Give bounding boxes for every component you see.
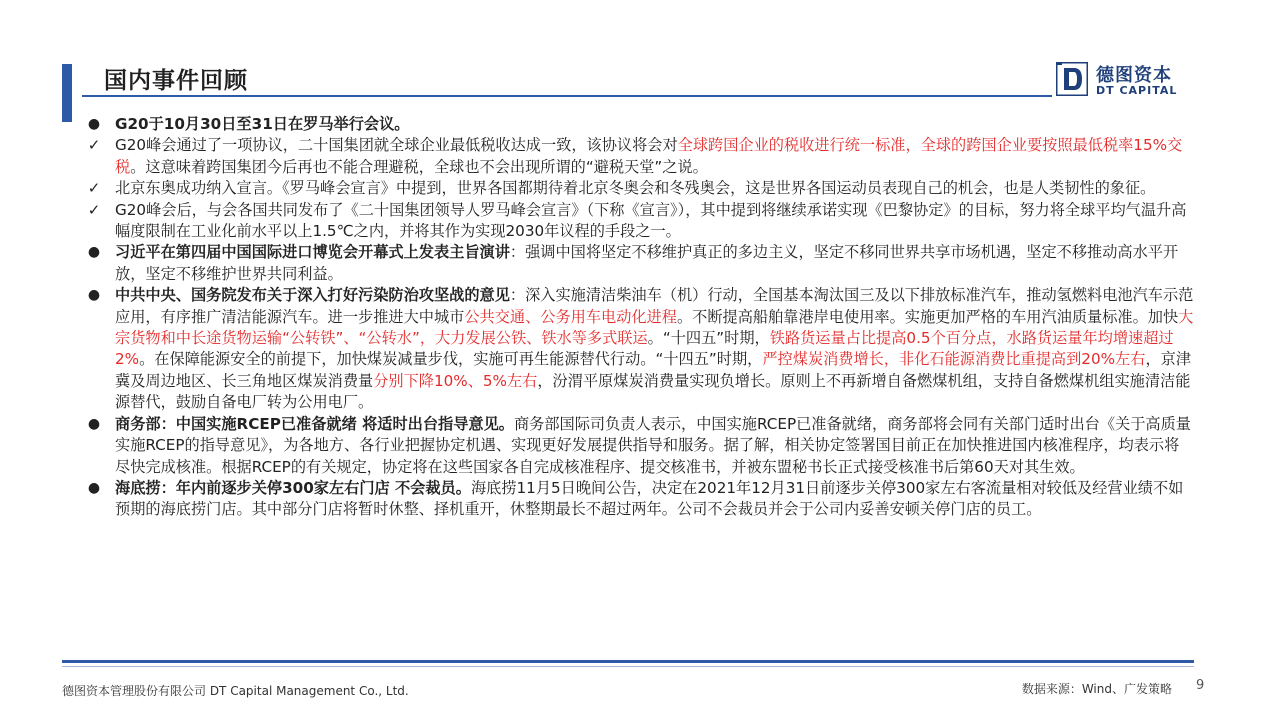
title-accent-bar [62,64,72,122]
logo [1056,60,1196,100]
checkmark-icon: ✓ [87,179,101,198]
news-item [84,242,1194,285]
news-item [84,478,1194,521]
item-text: 北京东奥成功纳入宣言。《罗马峰会宣言》中提到，世界各国都期待着北京冬奥会和冬残奥会，这是世界各国运动员表现自己的机会，也是人类韧性的象征。 [115,179,1156,198]
item-heading: 商务部：中国实施RCEP已准备就绪 将适时出台指导意见。 [115,414,514,433]
checkmark-icon: ✓ [87,136,101,155]
highlight-text: 全球跨国企业的税收进行统一标准，全球的跨国企业要按照最低税率15%交税 [115,136,1183,176]
page-title: 国内事件回顾 [104,68,248,94]
logo-text-en: DT CAPITAL [1096,84,1178,97]
item-heading: G20于10月30日至31日在罗马举行会议。 [115,115,410,133]
checkmark-icon: ✓ [87,200,101,219]
news-item [84,135,1194,178]
item-heading: 习近平在第四届中国国际进口博览会开幕式上发表主旨演讲 [115,243,510,262]
item-text: 。“十四五”时期， [647,329,770,348]
dt-logo-icon [1056,62,1088,96]
logo-text-cn: 德图资本 [1096,65,1172,86]
highlight-text: 公共交通、公务用车电动化进程 [464,307,677,326]
footer-company: 德图资本管理股份有限公司 DT Capital Management Co., Ltd. [62,684,409,698]
item-heading: 海底捞：年内前逐步关停300家左右门店 不会裁员。 [115,478,471,497]
item-text: ，汾渭平原煤炭消费量实现负增长。原则上不再新增自备燃煤机组，支持自备燃煤机组实施清洁能源替代，鼓励自备电厂转为公用电厂。 [115,371,1191,412]
bullet-icon: ● [87,287,101,304]
bullet-icon: ● [87,479,101,496]
highlight-text: 铁路货运量占比提高0.5个百分点，水路货运量年均增速超过2% [115,329,1174,369]
item-text: 。这意味着跨国集团今后再也不能合理避税，全球也不会出现所谓的“避税天堂”之说。 [130,157,708,176]
news-item [84,200,1194,243]
highlight-text: 严控煤炭消费增长，非化石能源消费比重提高到20%左右 [762,350,1146,369]
bullet-icon: ● [87,116,101,132]
news-list [84,114,1194,521]
highlight-text: 分别下降10%、5%左右 [373,371,538,390]
item-text: G20峰会通过了一项协议，二十国集团就全球企业最低税收达成一致，该协议将会对 [115,136,678,155]
bullet-icon: ● [87,415,101,432]
item-text: ：强调中国将坚定不移维护真正的多边主义，坚定不移同世界共享市场机遇，坚定不移推动高水平开放，坚定不移维护世界共同利益。 [115,243,1179,283]
footer-divider [62,660,1194,663]
item-text: 。不断提高船舶靠港岸电使用率。实施更加严格的车用汽油质量标准。加快 [676,307,1179,326]
highlight-text: 大宗货物和中长途货物运输“公转铁”、“公转水”，大力发展公铁、铁水等多式联运 [115,307,1194,348]
footer-divider-thin [62,666,1194,667]
item-text: 。在保障能源安全的前提下，加快煤炭减量步伐，实施可再生能源替代行动。“十四五”时期， [139,350,763,369]
item-text: ，京津冀及周边地区、长三角地区煤炭消费量 [115,350,1191,390]
page-number: 9 [1196,678,1205,693]
item-text: 海底捞11月5日晚间公告，决定在2021年12月31日前逐步关停300家左右客流量相对较低及经营业绩不如预期的海底捞门店。其中部分门店将暂时休整、择机重开，休整期最长不超过两年。公司不会裁员并会于公司内妥善安顿关停门店的员工。 [115,478,1184,519]
news-item [84,178,1194,199]
footer-source: 数据来源：Wind、广发策略 [1021,682,1172,696]
item-text: 商务部国际司负责人表示，中国实施RCEP已准备就绪，商务部将会同有关部门适时出台《关于高质量实施RCEP的指导意见》，为各地方、各行业把握协定机遇、实现更好发展提供指导和服务。据了解，相关协定签署国目前正在加快推进国内核准程序，均表示将尽快完成核准。根据RCEP的有关规定，协定将在这些国家各自完成核准程序、提交核准书，并被东盟秘书长正式接受核准书后第60天对其生效。 [115,414,1191,476]
header-divider [82,95,1052,97]
news-item [84,114,1194,135]
news-item [84,414,1194,478]
item-text: G20峰会后，与会各国共同发布了《二十国集团领导人罗马峰会宣言》（下称《宣言》），其中提到将继续承诺实现《巴黎协定》的目标，努力将全球平均气温升高幅度限制在工业化前水平以上1.5℃之内，并将其作为实现2030年议程的手段之一。 [115,200,1187,241]
item-heading: 中共中央、国务院发布关于深入打好污染防治攻坚战的意见 [115,286,510,305]
bullet-icon: ● [87,244,101,261]
item-text: ：深入实施清洁柴油车（机）行动，全国基本淘汰国三及以下排放标准汽车，推动氢燃料电池汽车示范应用，有序推广清洁能源汽车。进一步推进大中城市 [115,286,1194,326]
news-item [84,285,1194,413]
